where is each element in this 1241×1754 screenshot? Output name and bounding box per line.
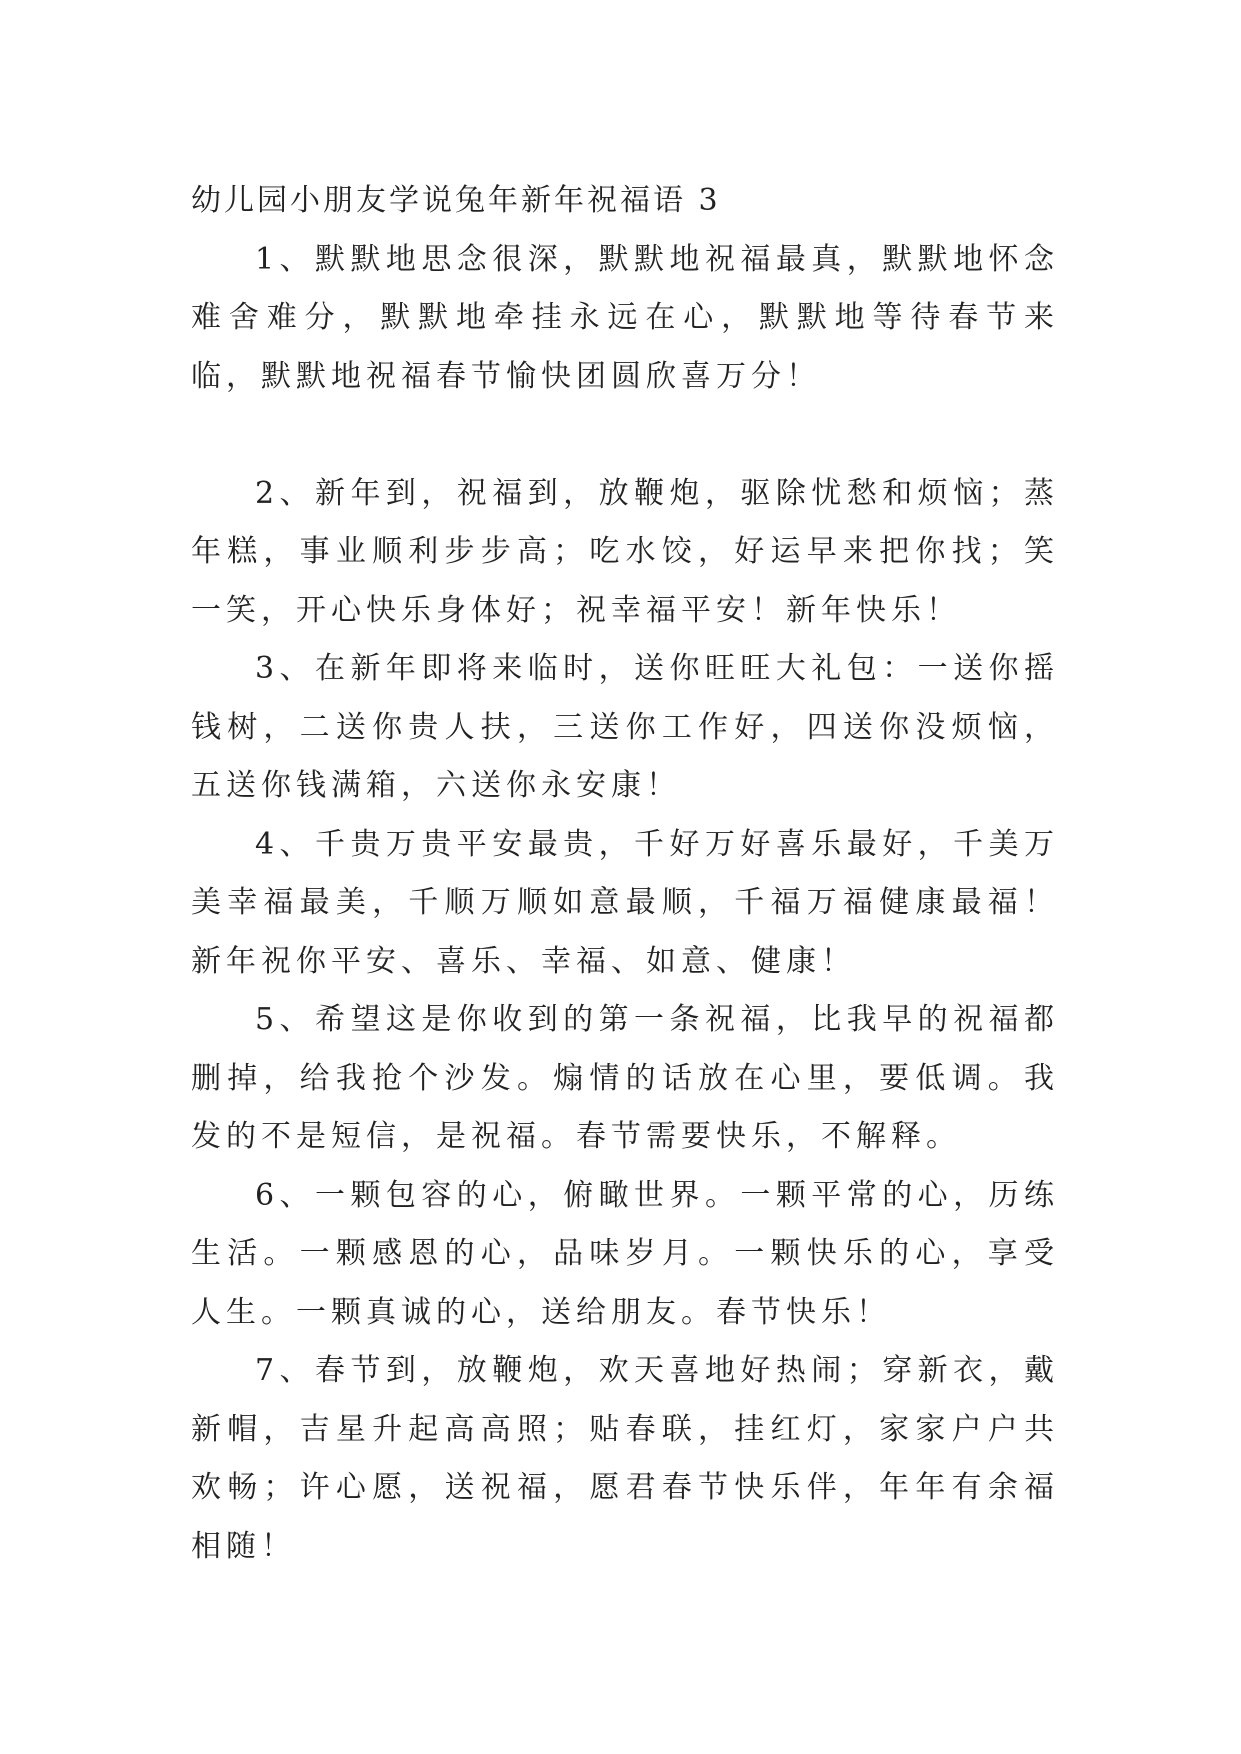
document-title: 幼儿园小朋友学说兔年新年祝福语 3: [191, 183, 721, 218]
paragraph-1: 1、默默地思念很深，默默地祝福最真，默默地怀念难舍难分，默默地牵挂永远在心，默默地等待春节来临，默默地祝福春节愉快团圆欣喜万分！: [191, 241, 1059, 394]
paragraph-2: 2、新年到，祝福到，放鞭炮，驱除忧愁和烦恼；蒸年糕，事业顺利步步高；吃水饺，好运早来把你找；笑一笑，开心快乐身体好；祝幸福平安！新年快乐！: [191, 475, 1059, 628]
document-body: [191, 172, 1059, 1576]
paragraph-4: 4、千贵万贵平安最贵，千好万好喜乐最好，千美万美幸福最美，千顺万顺如意最顺，千福万福健康最福！新年祝你平安、喜乐、幸福、如意、健康！: [191, 826, 1059, 979]
blank-line: [191, 406, 1059, 465]
paragraph-5: 5、希望这是你收到的第一条祝福，比我早的祝福都删掉，给我抢个沙发。煽情的话放在心里，要低调。我发的不是短信，是祝福。春节需要快乐，不解释。: [191, 1002, 1059, 1154]
paragraph-6: 6、一颗包容的心，俯瞰世界。一颗平常的心，历练生活。一颗感恩的心，品味岁月。一颗快乐的心，享受人生。一颗真诚的心，送给朋友。春节快乐！: [191, 1177, 1059, 1330]
paragraph-3: 3、在新年即将来临时，送你旺旺大礼包：一送你摇钱树，二送你贵人扶，三送你工作好，四送你没烦恼，五送你钱满箱，六送你永安康！: [191, 651, 1059, 803]
paragraph-7: 7、春节到，放鞭炮，欢天喜地好热闹；穿新衣，戴新帽，吉星升起高高照；贴春联，挂红灯，家家户户共欢畅；许心愿，送祝福，愿君春节快乐伴，年年有余福相随！: [191, 1353, 1059, 1564]
